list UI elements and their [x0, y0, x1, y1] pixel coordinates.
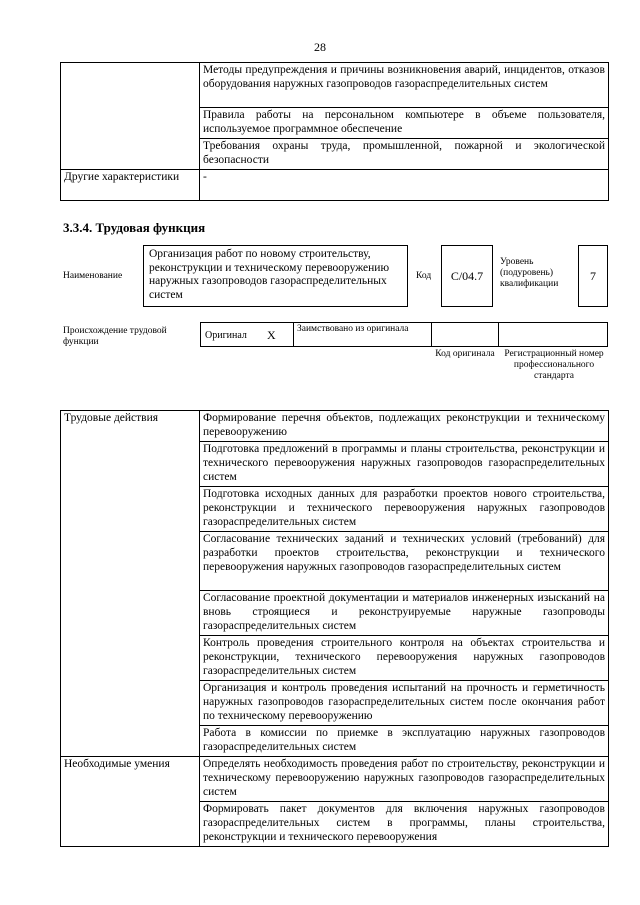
section-title: 3.3.4. Трудовая функция: [63, 220, 206, 235]
labor-action-item: Формирование перечня объектов, подлежащих реконструкции и техническому перевооружению: [200, 411, 609, 442]
code-original-caption: Код оригинала: [435, 349, 495, 359]
labor-action-item: Организация и контроль проведения испытаний на прочность и герметичность наружных газопроводов газораспределительных систем после окончания работ по техническому перевооружению: [200, 681, 609, 726]
labor-action-item: Согласование проектной документации и материалов инженерных изысканий на вновь строящиеся и реконструируемые наружные газопроводы газораспределительных систем: [200, 591, 609, 636]
function-name-box: Организация работ по новому строительству, реконструкции и техническому перевооружению наружных газопроводов газораспределительных систем: [143, 245, 408, 307]
labor-action-item: Работа в комиссии по приемке в эксплуатацию наружных газопроводов газораспределительных систем: [200, 726, 609, 757]
original-mark: X: [267, 328, 276, 342]
labor-action-item: Контроль проведения строительного контроля на объектах строительства и реконструкции, технического перевооружения наружных газопроводов газораспределительных систем: [200, 636, 609, 681]
top-table-cell: Требования охраны труда, промышленной, пожарной и экологической безопасности: [200, 139, 609, 170]
top-table-cell: Правила работы на персональном компьютере в объеме пользователя, используемое программное обеспечение: [200, 108, 609, 139]
page-number: 28: [314, 40, 326, 54]
top-table: [60, 62, 609, 201]
divider: [498, 322, 499, 347]
labor-action-item: Подготовка исходных данных для разработки проектов нового строительства, реконструкции и технического перевооружения наружных газопроводов газораспределительных систем: [200, 487, 609, 532]
divider: [293, 322, 294, 347]
other-characteristics-value: -: [200, 170, 609, 201]
top-table-left-empty: [61, 63, 200, 170]
code-value-box: C/04.7: [441, 245, 493, 307]
labor-action-item: Подготовка предложений в программы и планы строительства, реконструкции и технического перевооружения наружных газопроводов газораспределительных систем: [200, 442, 609, 487]
registration-number-caption: Регистрационный номер профессионального стандарта: [504, 349, 604, 381]
main-table: [60, 410, 609, 847]
divider: [431, 322, 432, 347]
name-label: Наименование: [63, 271, 123, 281]
level-value-box: 7: [578, 245, 608, 307]
top-table-cell: Методы предупреждения и причины возникновения аварий, инцидентов, отказов оборудования наружных газопроводов газораспределительных систем: [200, 63, 609, 108]
labor-action-item: Согласование технических заданий и технических условий (требований) для разработки проектов строительства, реконструкции и технического перевооружения наружных газопроводов газораспределительных систем: [200, 532, 609, 591]
labor-actions-label: Трудовые действия: [61, 411, 200, 757]
origin-label: Происхождение трудовой функции: [63, 326, 167, 347]
skills-label: Необходимые умения: [61, 757, 200, 847]
skill-item: Формировать пакет документов для включения наружных газопроводов газораспределительных систем в программы, планы строительства, реконструкции и технического перевооружения: [200, 802, 609, 847]
level-label: Уровень (подуровень) квалификации: [500, 257, 559, 289]
skill-item: Определять необходимость проведения работ по строительству, реконструкции и техническому перевооружению наружных газопроводов газораспределительных систем: [200, 757, 609, 802]
origin-row: [200, 322, 608, 347]
original-label: Оригинал: [205, 330, 247, 341]
other-characteristics-label: Другие характеристики: [61, 170, 200, 201]
borrowed-label: Заимствовано из оригинала: [297, 324, 409, 334]
code-label: Код: [416, 271, 432, 281]
